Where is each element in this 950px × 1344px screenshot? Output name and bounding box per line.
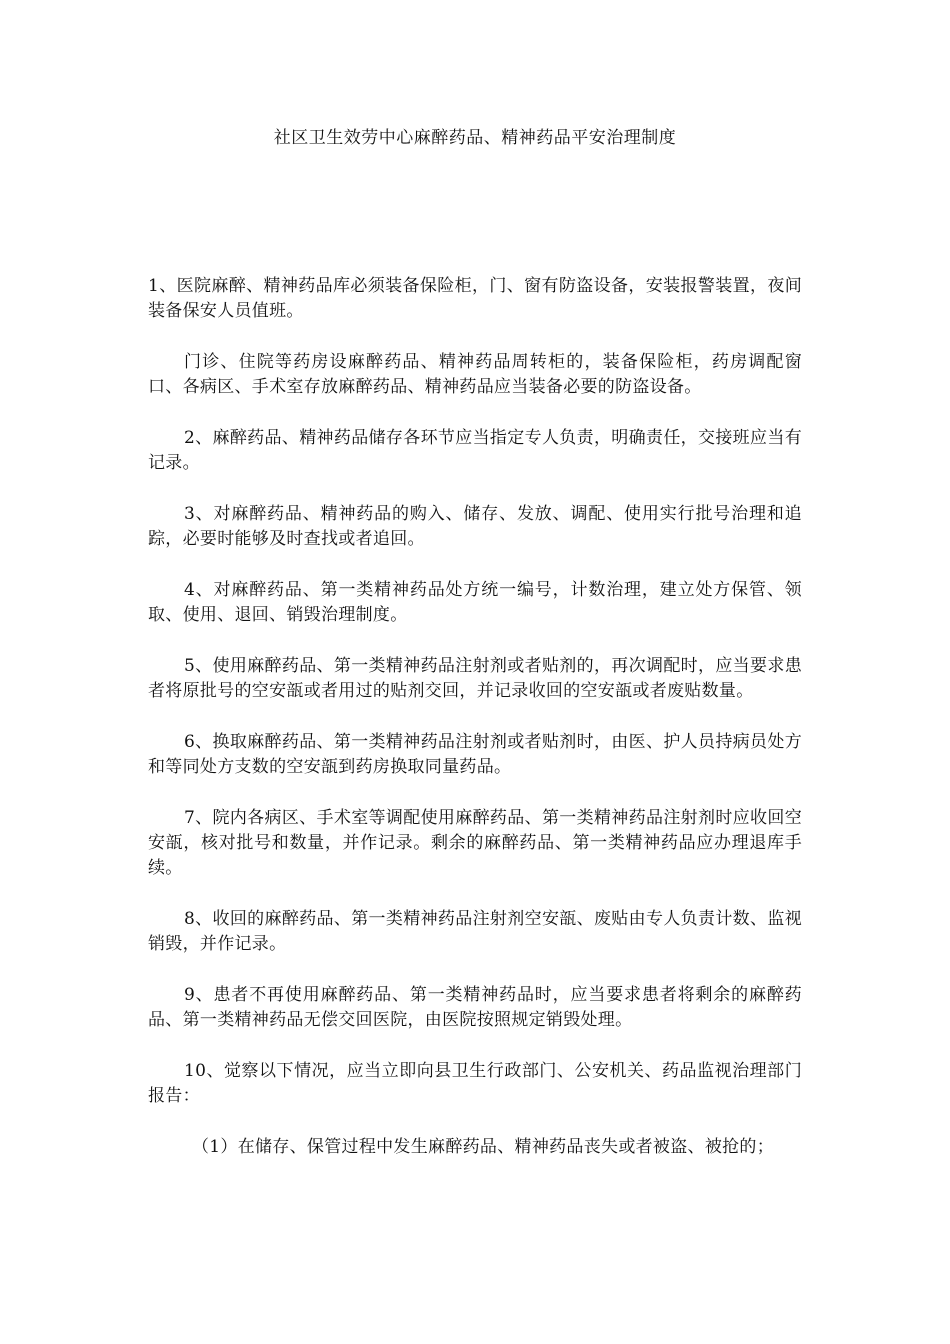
document-body [148,274,802,1186]
document-title: 社区卫生效劳中心麻醉药品、精神药品平安治理制度 [273,128,677,148]
paragraph-5: 5、使用麻醉药品、第一类精神药品注射剂或者贴剂的，再次调配时，应当要求患者将原批号的空安瓿或者用过的贴剂交回，并记录收回的空安瓿或者废贴数量。 [148,656,802,701]
paragraph-1-continued: 门诊、住院等药房设麻醉药品、精神药品周转柜的，装备保险柜，药房调配窗口、各病区、手术室存放麻醉药品、精神药品应当装备必要的防盗设备。 [148,352,802,397]
paragraph-8: 8、收回的麻醉药品、第一类精神药品注射剂空安瓿、废贴由专人负责计数、监视销毁，并作记录。 [148,909,802,954]
sub-item-1: （1）在储存、保管过程中发生麻醉药品、精神药品丧失或者被盗、被抢的； [192,1137,775,1157]
paragraph-4: 4、对麻醉药品、第一类精神药品处方统一编号，计数治理，建立处方保管、领取、使用、退回、销毁治理制度。 [148,580,802,625]
paragraph-3: 3、对麻醉药品、精神药品的购入、储存、发放、调配、使用实行批号治理和追踪，必要时能够及时查找或者追回。 [148,504,802,549]
paragraph-10: 10、觉察以下情况，应当立即向县卫生行政部门、公安机关、药品监视治理部门报告： [148,1061,802,1106]
paragraph-6: 6、换取麻醉药品、第一类精神药品注射剂或者贴剂时，由医、护人员持病员处方和等同处方支数的空安瓿到药房换取同量药品。 [148,732,802,777]
paragraph-1: 1、医院麻醉、精神药品库必须装备保险柜，门、窗有防盗设备，安装报警装置，夜间装备保安人员值班。 [148,276,802,321]
paragraph-2: 2、麻醉药品、精神药品储存各环节应当指定专人负责，明确责任，交接班应当有记录。 [148,428,802,473]
paragraph-7: 7、院内各病区、手术室等调配使用麻醉药品、第一类精神药品注射剂时应收回空安瓿，核对批号和数量，并作记录。剩余的麻醉药品、第一类精神药品应办理退库手续。 [148,808,802,878]
paragraph-9: 9、患者不再使用麻醉药品、第一类精神药品时，应当要求患者将剩余的麻醉药品、第一类精神药品无偿交回医院，由医院按照规定销毁处理。 [148,985,802,1030]
